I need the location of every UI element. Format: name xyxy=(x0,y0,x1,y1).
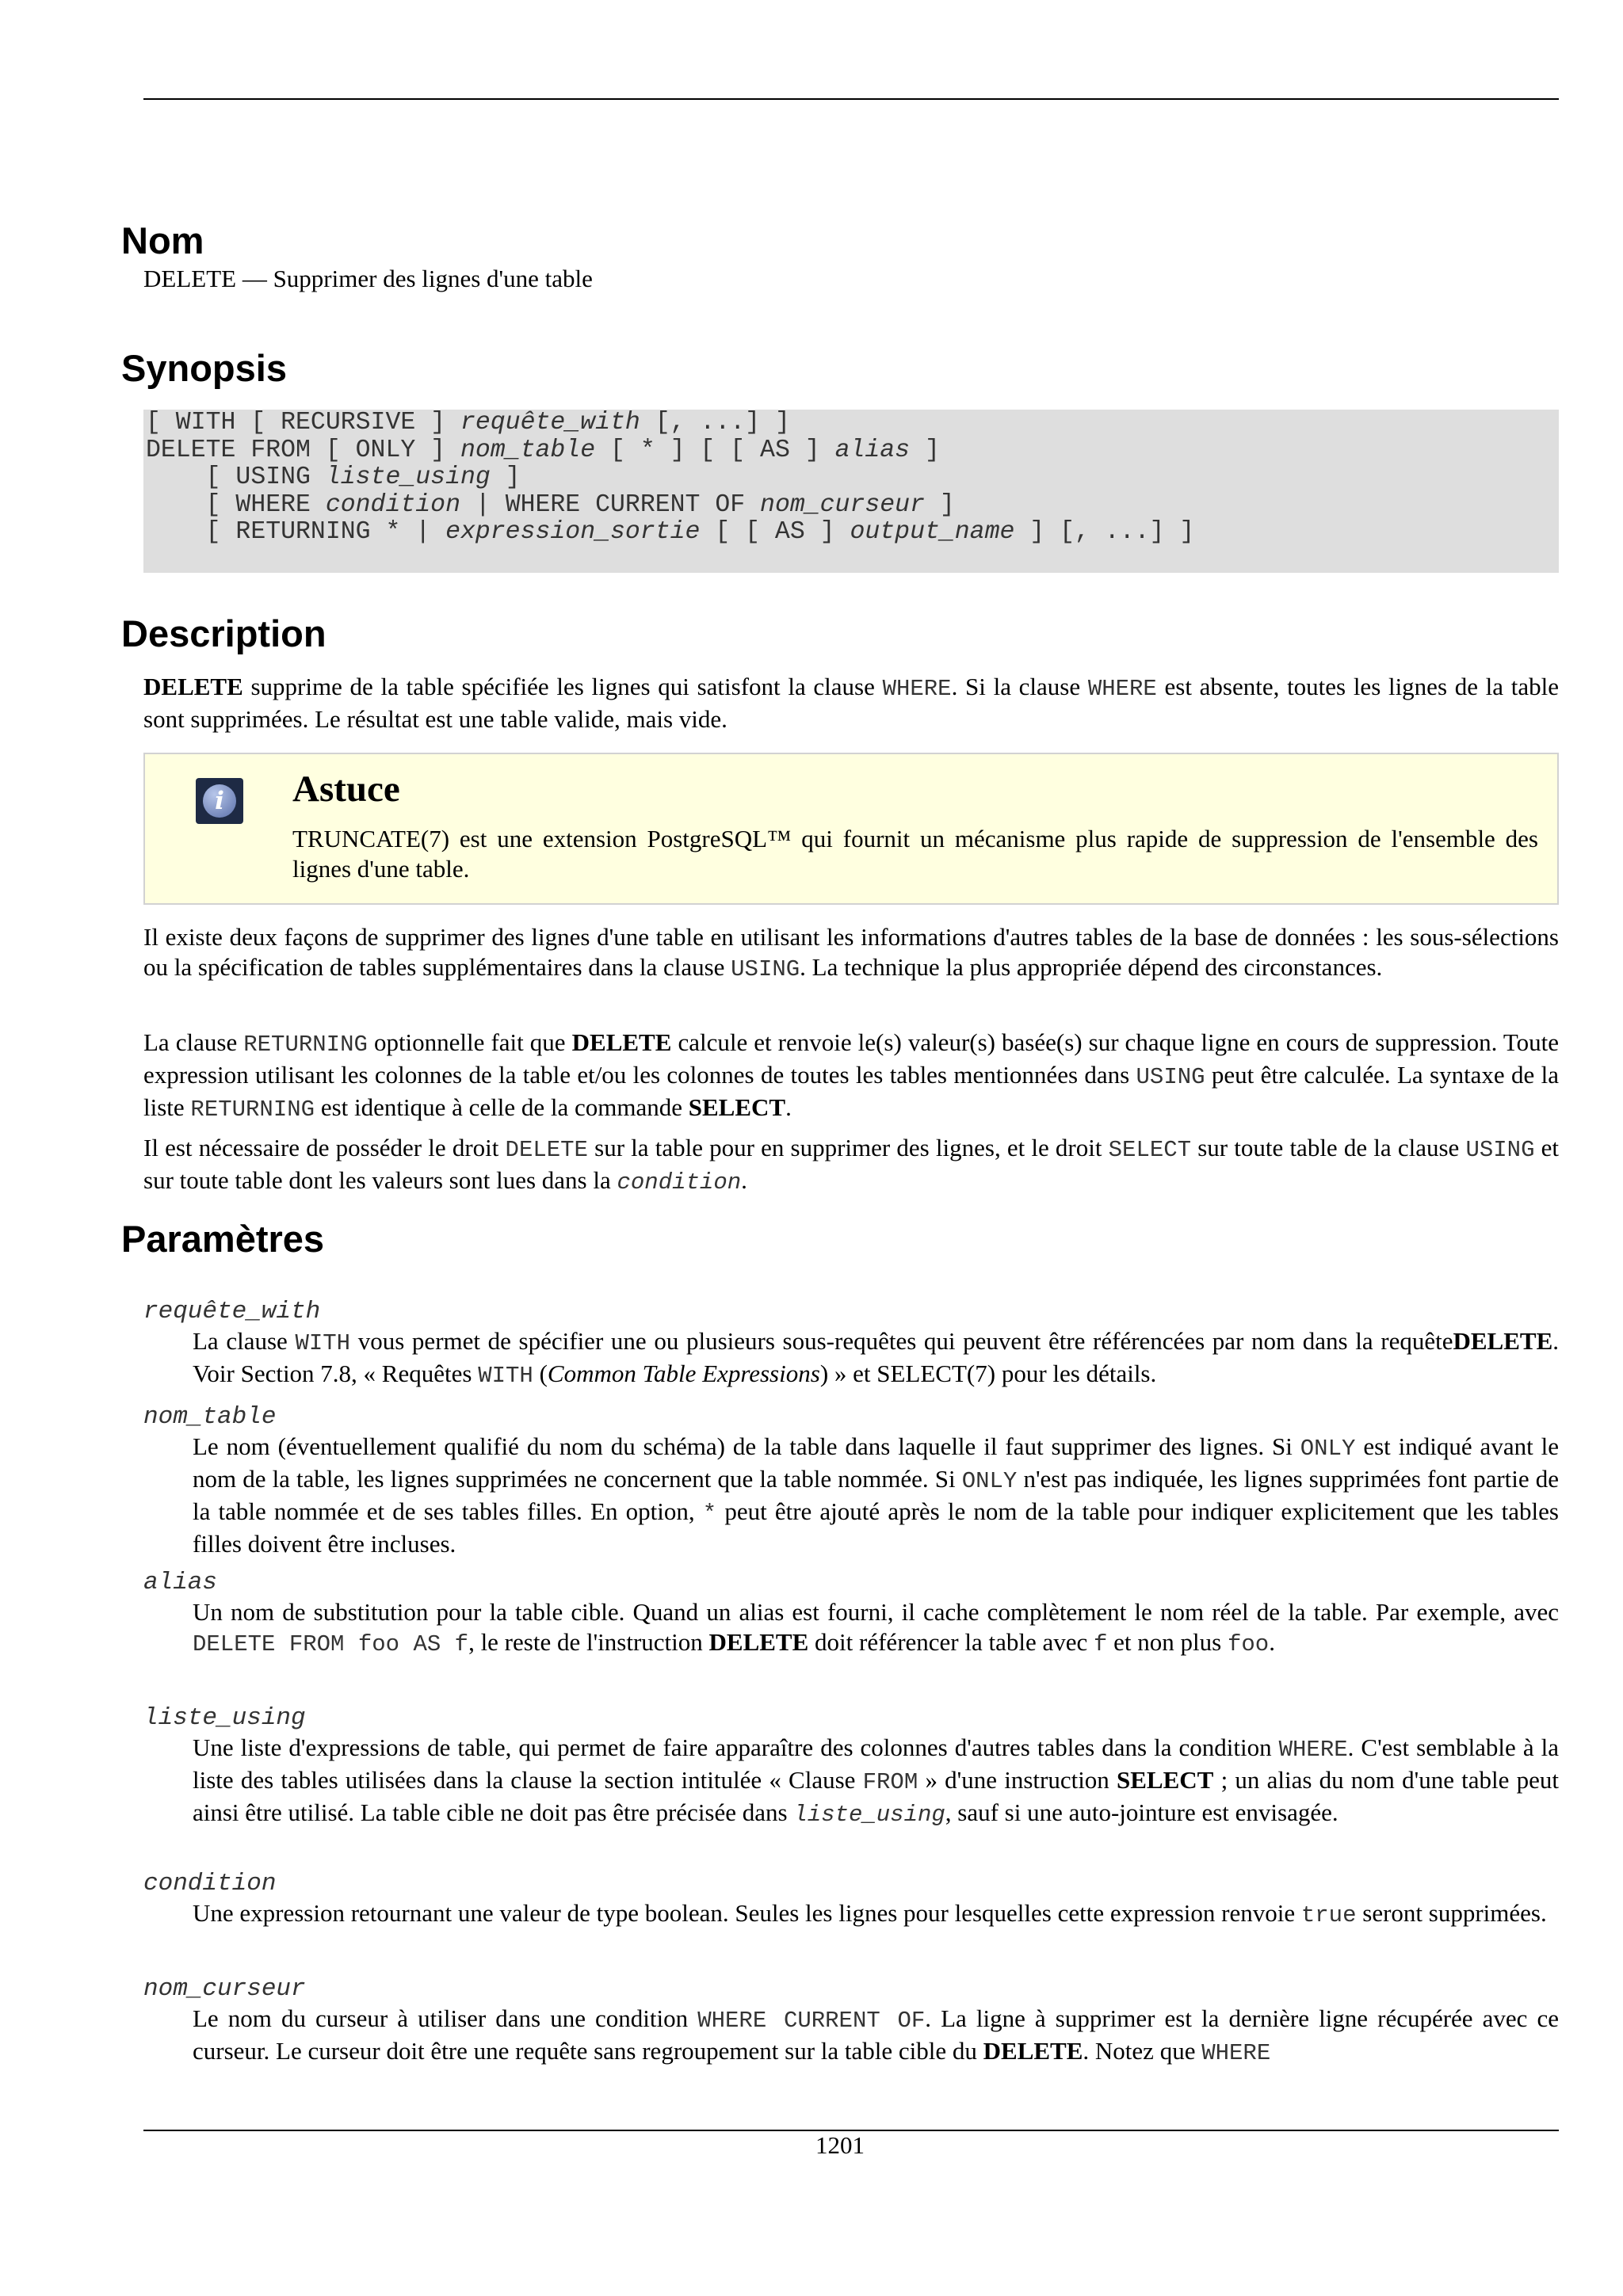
command-summary: DELETE — Supprimer des lignes d'une table xyxy=(143,265,593,292)
synopsis-code-block xyxy=(143,410,1559,573)
header-rule xyxy=(143,98,1559,100)
param-definition: Un nom de substitution pour la table cible. Quand un alias est fourni, il cache complètement le nom réel de la table. Par exemple, avec DELETE FROM foo AS f, le reste de l'instruction DELETE doit référencer la table avec f et non plus foo. xyxy=(193,1598,1559,1657)
param-nom-table xyxy=(143,1403,1559,1559)
tip-body: TRUNCATE(7) est une extension PostgreSQL™ qui fournit un mécanisme plus rapide de suppression de l'ensemble des lignes d'une table. xyxy=(292,825,1538,883)
synopsis-line: [ WITH [ RECURSIVE ] requête_with [, ...] ] xyxy=(146,410,790,437)
param-term: condition xyxy=(143,1870,277,1897)
description-paragraph: DELETE supprime de la table spécifiée les lignes qui satisfont la clause WHERE. Si la clause WHERE est absente, toutes les lignes de la table sont supprimées. Le résultat est une table valide, mais vide. xyxy=(143,673,1559,733)
param-term: requête_with xyxy=(143,1298,321,1325)
description-paragraph: Il existe deux façons de supprimer des lignes d'une table en utilisant les informations d'autres tables de la base de données : les sous-sélections ou la spécification de tables supplémentaires dans la clause USING. La technique la plus appropriée dépend des circonstances. xyxy=(143,923,1559,982)
param-definition: La clause WITH vous permet de spécifier une ou plusieurs sous-requêtes qui peuvent être référencées par nom dans la requêteDELETE. Voir Section 7.8, « Requêtes WITH (Common Table Expressions) » et SELECT(7) pour les détails. xyxy=(193,1327,1560,1389)
param-condition xyxy=(143,1870,1559,1931)
tip-title: Astuce xyxy=(292,769,400,810)
param-definition: Une expression retournant une valeur de type boolean. Seules les lignes pour lesquelles cette expression renvoie true seront supprimées. xyxy=(193,1899,1547,1928)
description-paragraph: Il est nécessaire de posséder le droit DELETE sur la table pour en supprimer des lignes, et le droit SELECT sur toute table de la clause USING et sur toute table dont les valeurs sont lues dans la condition. xyxy=(143,1134,1560,1196)
param-liste-using xyxy=(143,1704,1559,1830)
synopsis-line: [ RETURNING * | expression_sortie [ [ AS ] output_name ] [, ...] ] xyxy=(146,518,1195,546)
heading-nom: Nom xyxy=(121,219,204,261)
param-nom-curseur xyxy=(143,1975,1559,2069)
param-definition: Le nom (éventuellement qualifié du nom du schéma) de la table dans laquelle il faut supprimer des lignes. Si ONLY est indiqué avant le nom de la table, les lignes supprimées ne concernent que la table nommée. Si ONLY n'est pas indiquée, les lignes supprimées font partie de la table nommée et de ses tables filles. En option, * peut être ajouté après le nom de la table pour indiquer explicitement que les tables filles doivent être incluses. xyxy=(193,1432,1559,1558)
param-term: liste_using xyxy=(143,1704,306,1732)
info-icon: i xyxy=(196,778,243,824)
heading-parametres: Paramètres xyxy=(121,1218,325,1260)
param-definition: Le nom du curseur à utiliser dans une condition WHERE CURRENT OF. La ligne à supprimer est la dernière ligne récupérée avec ce curseur. Le curseur doit être une requête sans regroupement sur la table cible du DELETE. Notez que WHERE xyxy=(193,2004,1560,2066)
param-alias xyxy=(143,1569,1559,1660)
tip-box xyxy=(143,753,1559,905)
synopsis-line: [ USING liste_using ] xyxy=(146,463,521,491)
synopsis-line: DELETE FROM [ ONLY ] nom_table [ * ] [ [ AS ] alias ] xyxy=(146,436,940,464)
param-definition: Une liste d'expressions de table, qui permet de faire apparaître des colonnes d'autres tables dans la condition WHERE. C'est semblable à la liste des tables utilisées dans la clause la section intitulée « Clause FROM » d'une instruction SELECT ; un alias du nom d'une table peut ainsi être utilisé. La table cible ne doit pas être précisée dans liste_using, sauf si une auto-jointure est envisagée. xyxy=(193,1733,1559,1828)
param-term: nom_table xyxy=(143,1403,277,1431)
page-number: 1201 xyxy=(815,2131,865,2159)
param-requete-with xyxy=(143,1298,1559,1391)
description-paragraph: La clause RETURNING optionnelle fait que DELETE calcule et renvoie le(s) valeur(s) basée(s) sur chaque ligne en cours de suppression. Toute expression utilisant les colonnes de la table et/ou les colonnes de toutes les tables mentionnées dans USING peut être calculée. La syntaxe de la liste RETURNING est identique à celle de la commande SELECT. xyxy=(143,1028,1559,1123)
heading-description: Description xyxy=(121,612,327,654)
param-term: alias xyxy=(143,1569,218,1596)
synopsis-line: [ WHERE condition | WHERE CURRENT OF nom_curseur ] xyxy=(146,490,955,519)
heading-synopsis: Synopsis xyxy=(121,347,287,389)
param-term: nom_curseur xyxy=(143,1975,306,2003)
